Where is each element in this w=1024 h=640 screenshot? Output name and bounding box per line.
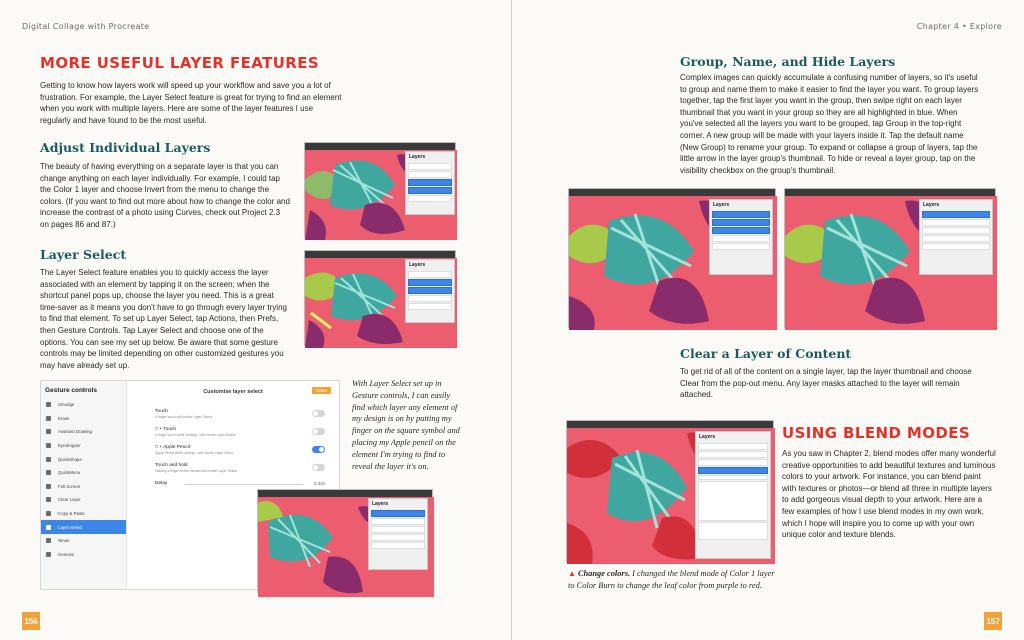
option-label: Touch — [155, 409, 168, 414]
sidebar-item-label: Erase — [58, 415, 70, 421]
copy-paste-icon — [46, 511, 51, 516]
subheading-adjust-layers: Adjust Individual Layers — [40, 140, 211, 155]
done-button[interactable]: Done — [312, 387, 331, 394]
caption-bold-lead: Change colors. — [577, 569, 631, 578]
layer-row[interactable] — [371, 526, 425, 533]
option-label: □ + Apple Pencil — [155, 445, 190, 450]
group-layers-paragraph: Complex images can quickly accumulate a confusing number of layers, so it's useful to group and name them to make it easier to find the layer you want. To group layers together, tap the first layer you want in the group, then swipe right on each layer thumbnail that you want in your group so they are all highlighted in blue. When you've selected all the layers you want to be grouped, tap Group in the top-right corner. A new group will be made with your layers inside it. Tap the default name (New Group) to rename your group. To expand or collapse a group of layers, tap the little arrow in the layer group's thumbnail. To hide or reveal a layer group, tap on the visibility checkbox on the group's thumbnail. — [680, 73, 979, 175]
layers-panel-title: Layers — [372, 501, 389, 507]
subheading-clear-layer: Clear a Layer of Content — [680, 346, 852, 361]
layer-row[interactable] — [698, 451, 768, 458]
sidebar-item-label: Eyedropper — [58, 443, 81, 449]
layer-row[interactable] — [712, 243, 770, 250]
layer-row[interactable] — [712, 235, 770, 242]
layers-panel — [709, 199, 773, 275]
eyedropper-icon — [46, 443, 51, 448]
clear-layer-paragraph: To get rid of all of the content on a single layer, tap the layer thumbnail and choose Clear from the pop-out menu. Any layer masks attached to the layer will remain attached. — [680, 367, 972, 400]
layer-row-selected[interactable] — [712, 227, 770, 234]
running-head-left: Digital Collage with Procreate — [22, 22, 150, 31]
layer-row[interactable] — [408, 163, 452, 170]
option-square-apple-pencil[interactable] — [155, 445, 325, 455]
toolbar — [785, 189, 995, 196]
sidebar-item-label: Layer Select — [58, 524, 83, 530]
toolbar — [567, 421, 773, 428]
layers-panel-title: Layers — [699, 434, 716, 440]
caption-text: I changed the blend mode of Color 1 layer to Color Burn to change the leaf color from purple to red. — [568, 569, 775, 590]
layer-row-selected[interactable] — [408, 187, 452, 194]
artwork-screenshot-new-group — [784, 188, 996, 328]
sidebar-item-label: QuickShape — [58, 456, 82, 462]
option-touch[interactable] — [155, 409, 325, 419]
subheading-group-name-hide: Group, Name, and Hide Layers — [680, 54, 896, 69]
sidebar-item-label: Assisted Drawing — [58, 429, 92, 435]
erase-icon — [46, 416, 51, 421]
artwork-screenshot-group-select — [568, 188, 776, 328]
toolbar — [305, 251, 455, 258]
sidebar-item-label: Full Screen — [58, 483, 81, 489]
sidebar-item-label: Clear Layer — [58, 497, 81, 503]
sidebar-item-general[interactable] — [41, 548, 126, 562]
full-screen-icon — [46, 484, 51, 489]
sidebar-item-label: QuickMenu — [58, 470, 81, 476]
layer-select-demo-artwork — [257, 489, 433, 593]
sidebar-item-label: Smudge — [58, 402, 75, 408]
artwork-screenshot-layer-select — [304, 250, 456, 346]
option-touch-and-hold[interactable] — [155, 463, 325, 473]
option-description: Apple Pencil while holding □ will invoke Layer Select — [155, 451, 234, 455]
layers-panel — [919, 199, 993, 275]
layer-select-paragraph: The Layer Select feature enables you to quickly access the layer associated with an element by tapping it on the screen; when the shortcut panel pops up, choose the layer you need. This is a great time-saver as it means you don't have to go through every layer trying to find that element. To set up Layer Select, tap Actions, then Prefs, then Gesture Controls. Tap Layer Select and choose one of the options. You can see my set up below. Be aware that some gesture controls may be limited depending on other customized gestures you may have already set up. — [40, 268, 287, 370]
sidebar-item-quickmenu[interactable] — [41, 466, 126, 480]
layer-row[interactable] — [408, 303, 452, 310]
sidebar-item-assisted-drawing[interactable] — [41, 425, 126, 439]
layer-row-selected[interactable] — [712, 211, 770, 218]
sidebar-item-full-screen[interactable] — [41, 480, 126, 494]
layer-row-selected[interactable] — [408, 279, 452, 286]
option-square-touch[interactable] — [155, 427, 325, 437]
layer-row[interactable] — [698, 443, 768, 450]
layer-row-selected[interactable] — [408, 287, 452, 294]
caption-change-colors — [568, 568, 778, 592]
smudge-icon — [46, 402, 51, 407]
gesture-controls-screenshot — [40, 380, 389, 590]
layer-row[interactable] — [408, 271, 452, 278]
layer-row[interactable] — [371, 534, 425, 541]
toolbar — [258, 490, 432, 497]
options-panel-title: Customise layer select — [203, 389, 263, 395]
section-heading-blend-modes: USING BLEND MODES — [782, 424, 971, 442]
delay-slider-track[interactable] — [185, 484, 303, 485]
layer-row[interactable] — [371, 518, 425, 525]
blend-mode-list[interactable] — [698, 481, 768, 521]
opacity-slider[interactable] — [698, 475, 768, 480]
layers-panel-title: Layers — [923, 202, 940, 208]
delay-slider-row[interactable] — [155, 481, 325, 486]
intro-paragraph: Getting to know how layers work will speed up your workflow and save you a lot of frustration. For example, the Layer Select feature is great for trying to find an element when you work with multiple layers. Here are some of the layer features I use regularly and have found to be the most useful. — [40, 81, 342, 125]
layer-row-selected[interactable] — [698, 467, 768, 474]
layer-row[interactable] — [922, 219, 990, 226]
adjust-layers-paragraph: The beauty of having everything on a separate layer is that you can change anything on each layer individually. For example, I could tap the Color 1 layer and choose Invert from the menu to change the colors. (If you want to find out more about how to change the color and increase the contrast of a photo using Curves, check out Project 2.3 on pages 86 and 87.) — [40, 162, 290, 229]
sidebar-item-copy-paste[interactable] — [41, 507, 126, 521]
delay-value: 0.30s — [313, 481, 325, 486]
layers-panel — [368, 498, 428, 570]
page-number-left: 156 — [22, 612, 40, 630]
option-description: A finger touch will invoke Layer Select — [155, 415, 212, 419]
layers-panel-title: Layers — [409, 154, 426, 160]
running-head-right: Chapter 4 • Explore — [916, 22, 1002, 31]
artwork-screenshot-adjust-layers — [304, 142, 456, 238]
layers-panel — [695, 431, 771, 559]
sidebar-item-label: Copy & Paste — [58, 511, 85, 517]
layer-select-icon — [46, 525, 51, 530]
sidebar-item-smudge[interactable] — [41, 398, 126, 412]
never-icon — [46, 538, 51, 543]
page-number-right: 157 — [984, 612, 1002, 630]
clear-layer-icon — [46, 497, 51, 502]
layer-row[interactable] — [408, 171, 452, 178]
option-label: Touch and hold — [155, 463, 188, 468]
gesture-sidebar-title: Gesture controls — [45, 387, 98, 394]
quickmenu-icon — [46, 470, 51, 475]
layer-row[interactable] — [371, 542, 425, 549]
sidebar-item-clear-layer[interactable] — [41, 493, 126, 507]
layer-row-selected[interactable] — [408, 179, 452, 186]
sidebar-item-quickshape[interactable] — [41, 452, 126, 466]
layers-panel-title: Layers — [409, 262, 426, 268]
option-description: Holding a finger on the canvas will invoke Layer Select — [155, 469, 237, 473]
touch-toggle[interactable] — [312, 410, 325, 417]
layers-panel-title: Layers — [713, 202, 730, 208]
layers-panel — [405, 151, 455, 215]
delay-label: Delay — [155, 481, 168, 486]
square-apple-pencil-toggle[interactable] — [312, 446, 325, 453]
group-row-selected[interactable] — [922, 211, 990, 218]
blend-modes-paragraph: As you saw in Chapter 2, blend modes offer many wonderful creative opportunities to add beautiful textures and luminous colors to your artwork. For instance, you can blend paint with textures or photos—or blend all three in multiple layers to add gorgeous visual depth to your artwork. Here are a few examples of how I use blend modes in my own work, which I hope will inspire you to come up with your own unique color and texture blends. — [782, 449, 996, 540]
artwork-screenshot-blend-mode — [566, 420, 774, 562]
assisted-drawing-icon — [46, 429, 51, 434]
sidebar-item-erase[interactable] — [41, 412, 126, 426]
gesture-sidebar — [41, 381, 127, 589]
toolbar — [569, 189, 775, 196]
caption-layer-select: With Layer Select set up in Gesture controls, I can easily find which layer any element of my design is on by putting my finger on the square symbol and placing my Apple pencil on the element I'm trying to find to reveal the layer it's on. — [352, 379, 460, 471]
layer-row[interactable] — [922, 227, 990, 234]
sidebar-item-never[interactable] — [41, 534, 126, 548]
layer-row[interactable] — [922, 243, 990, 250]
option-label: □ + Touch — [155, 427, 177, 432]
toolbar — [305, 143, 455, 150]
right-page — [512, 0, 1024, 640]
layer-row-selected[interactable] — [371, 510, 425, 517]
section-heading-layer-features: MORE USEFUL LAYER FEATURES — [40, 54, 320, 72]
touch-and-hold-toggle[interactable] — [312, 464, 325, 471]
general-icon — [46, 552, 51, 557]
layers-panel — [405, 259, 455, 323]
layer-row[interactable] — [922, 235, 990, 242]
square-touch-toggle[interactable] — [312, 428, 325, 435]
sidebar-item-label: General — [58, 551, 74, 557]
layer-row[interactable] — [408, 295, 452, 302]
blend-mode-list[interactable] — [698, 522, 768, 540]
option-description: A finger touch while holding □ will invoke Layer Select — [155, 433, 236, 437]
triangle-pointer-icon: ▲ — [568, 569, 576, 578]
sidebar-item-layer-select[interactable] — [41, 520, 126, 534]
quickshape-icon — [46, 457, 51, 462]
layer-row-selected[interactable] — [712, 219, 770, 226]
subheading-layer-select: Layer Select — [40, 247, 127, 262]
sidebar-item-label: Never — [58, 538, 70, 544]
layer-row[interactable] — [408, 195, 452, 202]
layer-row[interactable] — [698, 459, 768, 466]
sidebar-item-eyedropper[interactable] — [41, 439, 126, 453]
